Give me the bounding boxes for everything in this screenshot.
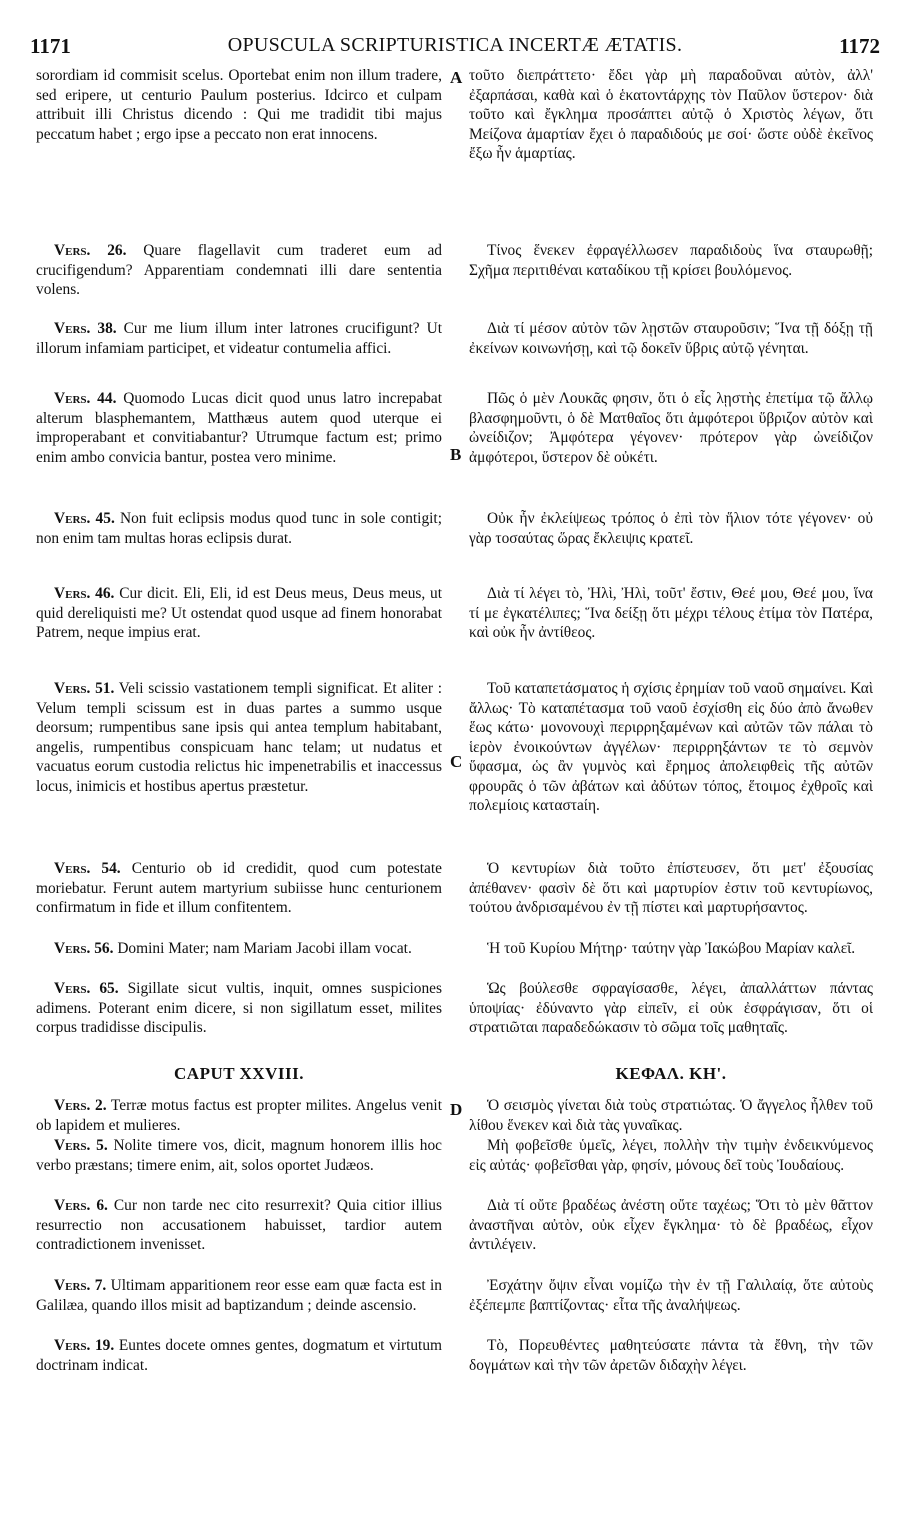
- latin-verse-56: [36, 939, 442, 979]
- verse-label: Vers. 2.: [54, 1097, 107, 1114]
- verse-label: Vers. 26.: [54, 242, 127, 259]
- latin-chapter-verse-19: [36, 1336, 442, 1376]
- verse-label: Vers. 51.: [54, 680, 115, 697]
- latin-column: [36, 66, 442, 1376]
- greek-paragraph: τοῦτο διεπράττετο· ἔδει γὰρ μὴ παραδοῦναι αὐτὸν, ἀλλ' ἐξαρπάσαι, καθὰ καὶ ὁ ἑκατοντάρχης τὸν Παῦλον ὕστερον· διὰ τοῦτο καὶ ἔγκλημα προσάπτει αὐτῷ ὁ Χριστὸς λέγων, ὅτι Μείζονα ἁμαρτίαν ἔχει ὁ παραδιδούς με σοί· ὥστε οὐδὲ ἐκεῖνος ἔξω ἦν ἁμαρτίας.: [469, 67, 873, 162]
- latin-verse-54: [36, 859, 442, 939]
- verse-label: Vers. 56.: [54, 940, 114, 957]
- greek-chapter-verse-6: Διὰ τί οὔτε βραδέως ἀνέστη οὔτε ταχέως; Ὅτι τὸ μὲν θᾶττον ἀναστῆναι αὐτὸν, οὐκ εἶχεν ἔγκλημα· τὸ δὲ βραδέως, εἶχον ἀντιλέγειν.: [469, 1197, 873, 1253]
- verse-text: Cur dicit. Eli, Eli, id est Deus meus, Deus meus, ut quid dereliquisti me? Ut ostendat quod usque ad finem honorabat Patrem, neque impius erat.: [36, 585, 442, 641]
- greek-verse-51: Τοῦ καταπετάσματος ἡ σχίσις ἐρημίαν τοῦ ναοῦ σημαίνει. Καὶ ἄλλως· Τὸ καταπέτασμα τοῦ ναοῦ ἐσχίσθη εἰς δύο ἀπὸ ἄνωθεν ἕως κάτω· μονονουχὶ περιρρηξαμένων καὶ αὐτῶν τῶν πάλαι τὸ ἱερὸν ἐνοικούντων ἀγγέλων· περιρρηξάντων τε τὸ σεμνὸν ὕφασμα, ὡς ἂν γυμνὸς καὶ ἔρημος ἀπολειφθεὶς τῆς αὐτῶν φρουρᾶς ὁ τῶν ἀβάτων καὶ ἀδύτων τόπος, ἕτοιμος ἐχθροῖς καὶ πολεμίοις καταστaίη.: [469, 680, 873, 814]
- latin-paragraph: sorordiam id commisit scelus. Oportebat enim non illum tradere, sed eripere, ut centurio Paulum posterius. Idcirco et culpam attribuit illi Christus dicendo : Qui me tradidit tibi majus peccatum habet ; ergo ipse a peccato non erat innocens.: [36, 67, 442, 143]
- verse-text: Centurio ob id credidit, quod cum potestate moriebatur. Ferunt autem martyrium subiisse hunc centurionem confirmatum in fide et illum confitentem.: [36, 860, 442, 916]
- verse-label: Vers. 54.: [54, 860, 121, 877]
- greek-verse-45: Οὐκ ἦν ἐκλείψεως τρόπος ὁ ἐπὶ τὸν ἥλιον τότε γέγονεν· οὐ γὰρ τοσαύτας ὥρας ἔκλειψις κρατεῖ.: [469, 510, 873, 547]
- greek-verse-65: Ὡς βούλεσθε σφραγίσασθε, λέγει, ἀπαλλάττων πάντας ὑποψίας· ἐδύναντο γὰρ εἰπεῖν, εἰ οὐκ ἐσφράγισαν, ὅτι οἱ στρατιῶται παραδεδώκασιν τὸ σῶμα τοῖς μαθηταῖς.: [469, 980, 873, 1036]
- latin-chapter-verse-5: [36, 1136, 442, 1196]
- margin-letter-b: B: [450, 445, 462, 464]
- chapter-heading-greek: ΚΕΦΑΛ. ΚΗ'.: [615, 1064, 727, 1083]
- page-number-right: 1172: [839, 34, 880, 58]
- greek-verse-26: Τίνος ἕνεκεν ἐφραγέλλωσεν παραδιδοὺς ἵνα σταυρωθῇ; Σχῆμα περιτιθέναι καταδίκου τῇ κρίσει βουλόμενος.: [469, 242, 873, 279]
- verse-label: Vers. 44.: [54, 390, 117, 407]
- verse-text: Quare flagellavit cum traderet eum ad crucifigendum? Apparentiam condemnati illi dare sententia volens.: [36, 242, 442, 298]
- latin-chapter-verse-2: [36, 1096, 442, 1136]
- latin-chapter-verse-7: [36, 1276, 442, 1336]
- greek-verse-38: Διὰ τί μέσον αὐτὸν τῶν λῃστῶν σταυροῦσιν; Ἵνα τῇ δόξῃ τῇ ἐκείνων κοινωνήσῃ, καὶ τῷ δοκεῖν ὕβρις αὐτῷ γένηται.: [469, 320, 873, 357]
- verse-label: Vers. 7.: [54, 1277, 107, 1294]
- verse-label: Vers. 46.: [54, 585, 115, 602]
- latin-verse-44: [36, 389, 442, 509]
- greek-chapter-verse-2: Ὁ σεισμὸς γίνεται διὰ τοὺς στρατιώτας. Ὁ ἄγγελος ἦλθεν τοῦ λίθου ἕνεκεν καὶ διὰ τὰς γυναῖκας.: [469, 1097, 873, 1134]
- running-title: OPUSCULA SCRIPTURISTICA INCERTÆ ÆTATIS.: [227, 34, 683, 56]
- verse-text: Quomodo Lucas dicit quod unus latro increpabat alterum blasphemantem, Matthæus autem quod uterque ei improperabant et convitiabantur? Utrumque factum est; primo enim ambo convicia bantur, postea vero minime.: [36, 390, 442, 466]
- chapter-heading-latin: CAPUT XXVIII.: [174, 1064, 304, 1083]
- greek-verse-56: Ἡ τοῦ Κυρίου Μήτηρ· ταύτην γὰρ Ἰακώβου Μαρίαν καλεῖ.: [487, 940, 856, 957]
- verse-label: Vers. 6.: [54, 1197, 108, 1214]
- verse-text: Nolite timere vos, dicit, magnum honorem illis hoc verbo præstans; timere enim, ait, solos oportet Judæos.: [36, 1137, 442, 1174]
- latin-chapter-verse-6: [36, 1196, 442, 1276]
- verse-text: Non fuit eclipsis modus quod tunc in sole contigit; non enim tam multas horas eclipsis durat.: [36, 510, 442, 547]
- greek-chapter-verse-19: Τὸ, Πορευθέντες μαθητεύσατε πάντα τὰ ἔθνη, τὴν τῶν δογμάτων καὶ τὴν τῶν ἀρετῶν διδαχὴν λέγει.: [469, 1337, 873, 1374]
- greek-chapter-verse-5: Μὴ φοβεῖσθε ὑμεῖς, λέγει, πολλὴν τὴν τιμὴν ἐνδεικνύμενος εἰς αὐτάς· φοβεῖσθαι γὰρ, φησίν, μόνους δεῖ τοὺς Ἰουδαίους.: [469, 1137, 873, 1174]
- verse-text: Ultimam apparitionem reor esse eam quæ facta est in Galilæa, quando illos misit ad baptizandum ; deinde ascensio.: [36, 1277, 442, 1314]
- verse-label: Vers. 65.: [54, 980, 119, 997]
- greek-verse-46: Διὰ τί λέγει τὸ, Ἠλὶ, Ἠλὶ, τοῦτ' ἔστιν, Θεέ μου, Θεέ μου, ἵνα τί με ἐγκατέλιπες; Ἵνα δείξῃ ὅτι μέχρι τέλους ἐτίμα τὸν Πατέρα, καὶ οὐκ ἦν ἀντίθεος.: [469, 585, 873, 641]
- verse-text: Cur me lium illum inter latrones crucifigunt? Ut illorum infamiam participet, et videatur contumelia affici.: [36, 320, 442, 357]
- greek-chapter-verse-7: Ἐσχάτην ὄψιν εἶναι νομίζω τὴν ἐν τῇ Γαλιλαίᾳ, ὅτε αὐτοὺς ἐξέπεμπε βαπτίζοντας· εἶτα τῆς ἀναλήψεως.: [469, 1277, 873, 1314]
- margin-letter-d: D: [450, 1100, 463, 1119]
- verse-text: Veli scissio vastationem templi significat. Et aliter : Velum templi scissum est in duas partes a summo usque deorsum; rumpentibus sane ipsis qui antea templum habitabant, angelis, rumpentibus conspicuam hanc telam; ut nudatus et vacuatus eorum custodia relictus hic impenetrabilis et inaccessus locus, inimicis et hostibus apertus præstetur.: [36, 680, 442, 795]
- verse-text: Euntes docete omnes gentes, dogmatum et virtutum doctrinam indicat.: [36, 1337, 442, 1374]
- latin-verse-45: [36, 509, 442, 584]
- greek-column: [469, 66, 873, 1376]
- latin-verse-65: [36, 979, 442, 1054]
- running-header: [30, 34, 880, 64]
- verse-text: Terræ motus factus est propter milites. Angelus venit ob lapidem et mulieres.: [36, 1097, 442, 1134]
- verse-label: Vers. 45.: [54, 510, 115, 527]
- verse-text: Sigillate sicut vultis, inquit, omnes suspiciones adimens. Poterant enim dicere, si non sigillatum esset, milites corpus tradidisse discipulis.: [36, 980, 442, 1036]
- latin-verse-26: [36, 241, 442, 319]
- latin-verse-51: [36, 679, 442, 859]
- verse-label: Vers. 5.: [54, 1137, 108, 1154]
- verse-text: Cur non tarde nec cito resurrexit? Quia citior illius resurrectio non accusationem habuisset, tardior autem contradictionem invenisset.: [36, 1197, 442, 1253]
- verse-label: Vers. 19.: [54, 1337, 115, 1354]
- latin-verse-46: [36, 584, 442, 679]
- greek-verse-44: Πῶς ὁ μὲν Λουκᾶς φησιν, ὅτι ὁ εἷς λῃστὴς ἐπετίμα τῷ ἄλλῳ βλασφημοῦντι, ὁ δὲ Ματθαῖος ὅτι ἀμφότεροι ὕβριζον αὐτὸν καὶ ὠνείδιζον; Ἀμφότερα γέγονεν· πρότερον γὰρ ὠνείδιζον ἀμφότεροι, ὕστερον δὲ οὐκέτι.: [469, 390, 873, 466]
- page-number-left: 1171: [30, 34, 71, 58]
- verse-label: Vers. 38.: [54, 320, 117, 337]
- latin-verse-38: [36, 319, 442, 389]
- margin-letter-a: A: [450, 68, 463, 87]
- margin-letter-c: C: [450, 752, 463, 771]
- greek-verse-54: Ὁ κεντυρίων διὰ τοῦτο ἐπίστευσεν, ὅτι μετ' ἐξουσίας ἀπέθανεν· φασὶν δὲ ὅτι καὶ μαρτυρίον ἐστιν τοῦ κεντυρίωνος, τούτου ἀνδρισαμένου ἐν τῇ πίστει καὶ μαρτυρήσαντος.: [469, 860, 873, 916]
- verse-text: Domini Mater; nam Mariam Jacobi illam vocat.: [117, 940, 412, 957]
